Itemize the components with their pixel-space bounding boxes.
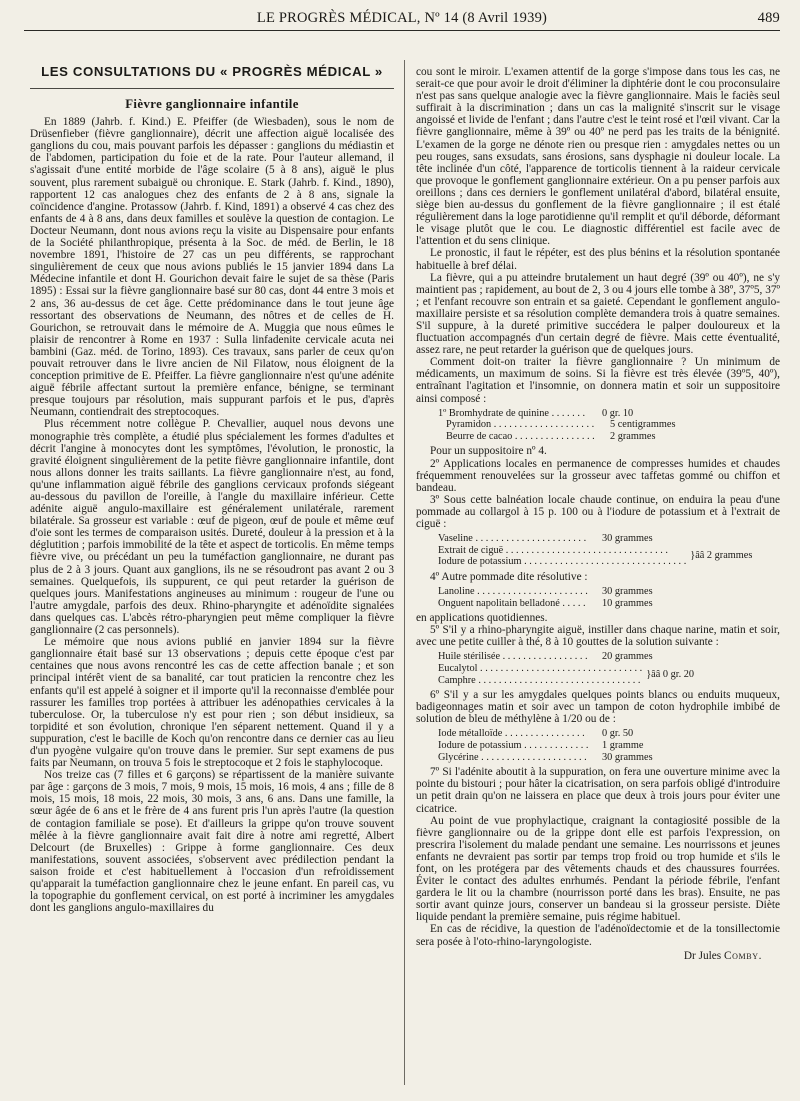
paragraph: 6º S'il y a sur les amygdales quelques points blancs ou enduits muqueux, badigeonnages matin et soir avec un tampon de coton hydrophile imbibé de solution de bleu de méthylène à 1/20 ou de : <box>416 689 780 726</box>
prescription-ointment <box>438 533 780 568</box>
paragraph: 2º Applications locales en permanence de compresses humides et chaudes fréquemment renouvelées sur la grosseur avec taffetas gommé ou chiffon et bandeau. <box>416 457 780 494</box>
paragraph: Le pronostic, il faut le répéter, est des plus bénins et la résolution spontanée habituelle à bref délai. <box>416 247 780 272</box>
paragraph: La fièvre, qui a pu atteindre brutalement un haut degré (39º ou 40º), ne s'y maintient pas ; rapidement, au bout de 2, 3 ou 4 jours elle tombe à 38º, 37º5, 37º ; et l'enfant recouvre son entrain et sa gaieté. Cependant le gonflement angulo-maxillaire persiste et sa résolution complète demandera trois à quatre semaines. S'il suppure, à la dureté primitive succédera le palper douloureux et la fluctuation accompagnés d'un certain degré de fièvre. Mais cette éventualité, assez rare, ne peut retarder la guérison que de quelques jours. <box>416 271 780 357</box>
prescription-group: Extrait de ciguë . . . Iodure de potassium . . . }ââ 2 grammes <box>438 545 780 568</box>
paragraph: Pour un suppositoire nº 4. <box>430 445 547 458</box>
page-number: 489 <box>757 10 780 26</box>
journal-title: LE PROGRÈS MÉDICAL, Nº 14 (8 Avril 1939) <box>256 10 548 26</box>
author-signature: Dr Jules Comby. <box>683 949 762 962</box>
paragraph: 5º S'il y a rhino-pharyngite aiguë, instiller dans chaque narine, matin et soir, avec une petite cuiller à thé, 8 à 10 gouttes de la solution suivante : <box>416 624 780 649</box>
paragraph: Plus récemment notre collègue P. Chevallier, auquel nous devons une monographie très complète, a étudié plus spécialement les formes d'adultes et décrit l'angine à monocytes dont les symptômes, l'évolution, le pronostic, la gravité éloignent singulièrement de la petite fièvre ganglionnaire infantile, dont nous allons donner les traits saillants. La fièvre ganglionnaire n'est, au fond, qu'une inflammation aiguë fébrile des ganglions cervicaux profonds siégeant au-dessous du pavillon de l'oreille, à l'angle du maxillaire inférieur. Cette adénite aiguë angulo-maxillaire est généralement unilatérale, rarement bilatérale. Sa grosseur est variable : œuf de pigeon, œuf de poule et même œuf d'oie sont les termes de comparaison usités. Dureté, douleur à la pression et à la déglutition ; parfois immobilité de la tête et aspect de torticolis. En même temps fièvre vive, ou précédant un peu la tuméfaction ganglionnaire, ne durant pas plus de 2 à 3 jours. Quant aux ganglions, ils ne se résoudront pas avant 2 ou 3 semaines. Quelquefois, ils suppurent, ce qui peut retarder la guérison de quelques jours. Manifestations angineuses au minimum : rougeur de l'une ou l'autre amygdale, parfois des deux. Rhino-pharyngite et adénoïdite signalées dans quelques cas. L'abcès rétro-pharyngien peut même compliquer la fièvre ganglionnaire (2 cas personnels). <box>30 418 394 637</box>
prescription-line: 1º Bromhydrate de quinine . . . 0 gr. 10 <box>438 408 780 420</box>
prescription-line: Huile stérilisée . . . 20 grammes <box>438 651 780 663</box>
section-title: LES CONSULTATIONS DU « PROGRÈS MÉDICAL » <box>41 64 383 79</box>
prescription-line: Lanoline . . . 30 grammes <box>438 586 780 598</box>
prescription-line: Iode métalloïde . . . 0 gr. 50 <box>438 728 780 740</box>
paragraph: 3º Sous cette balnéation locale chaude continue, on enduira la peau d'une pommade au collargol à 15 p. 100 ou à l'iodure de potassium et à l'extrait de ciguë : <box>416 493 780 530</box>
paragraph: Nos treize cas (7 filles et 6 garçons) se répartissent de la manière suivante par âge : garçons de 3 mois, 7 mois, 9 mois, 15 mois, 16 mois, 4 ans ; fille de 8 mois, 15 mois, 18 mois, 22 mois, 30 mois, 3 ans, 6 ans. Dans une famille, la sœur âgée de 6 ans et le frère de 4 ans furent pris l'un après l'autre (la question de contagion familiale se pose). Et d'ailleurs la grippe qu'on trouve souvent mêlée à la fièvre ganglionnaire avait fait dire à notre ami regretté, Albert Delcourt (de Bruxelles) : Grippe à forme ganglionnaire. Ces deux manifestations, souvent associées, s'observent avec prédilection pendant la saison froide et c'est habituellement à l'occasion d'un refroidissement qu'apparait la tuméfaction ganglionnaire chez le jeune enfant. En pareil cas, vu la topographie du gonflement cervical, on est porté à incriminer les amygdales dont les ganglions angulo-maxillaires du <box>30 769 394 915</box>
article-title: Fièvre ganglionnaire infantile <box>125 97 299 111</box>
column-divider <box>404 60 405 1085</box>
paragraph: Au point de vue prophylactique, craignant la contagiosité possible de la fièvre ganglionnaire ou de la grippe dont elle est parfois l'expression, on prescrira l'isolement du malade pendant une semaine. Les nourrissons et jeunes enfants ne devraient pas sortir par temps trop froid ou trop humide et s'ils le font, on les protégera par des vêtements chauds et des chaussures fourrées. Éviter le contact des adultes enrhumés. Pendant la période fébrile, l'enfant gardera le lit ou la chambre (nourrisson porté dans les bras). Ensuite, ne pas sortir avant quinze jours, conserver un bandeau si la grosseur persiste. Diète liquide pendant la première semaine, puis régime habituel. <box>416 814 780 924</box>
prescription-suppository <box>438 408 780 443</box>
paragraph: en applications quotidiennes. <box>416 612 548 625</box>
right-column <box>416 66 780 962</box>
prescription-iodine <box>438 728 780 763</box>
paragraph: Le mémoire que nous avions publié en janvier 1894 sur la fièvre ganglionnaire était basé sur 13 observations ; depuis cette époque c'est par centaines que nous avons rencontré les cas de cette affection banale ; et son principal intérêt vient de sa banalité, car tout praticien la rencontre chez les enfants qu'il est appelé à soigner et il importe qu'il la reconnaisse d'emblée pour rassurer les familles trop portées à attribuer les adénopathies cervicales à la tuberculose. Or, la tuberculose n'y est pour rien ; son début insidieux, sa torpidité et son évolution, chronique l'en séparent nettement. Quand il y a suppuration, c'est le bacille de Koch qu'on rencontre dans ce dernier cas au lieu d'un pyogène vulgaire qu'on trouve dans le premier. Sur sept examens de pus faits par Neumann, on trouva 5 fois le streptocoque et 2 fois le staphylocoque. <box>30 636 394 770</box>
prescription-line: Vaseline . . . 30 grammes <box>438 533 780 545</box>
prescription-line: Pyramidon . . . 5 centigrammes <box>438 419 780 431</box>
prescription-line: Onguent napolitain belladoné . . . 10 grammes <box>438 598 780 610</box>
prescription-line: Iodure de potassium . . . 1 gramme <box>438 740 780 752</box>
running-head <box>24 8 780 31</box>
paragraph: 4º Autre pommade dite résolutive : <box>430 570 588 583</box>
prescription-line: Beurre de cacao . . . 2 grammes <box>438 431 780 443</box>
prescription-group: Eucalytol . . . Camphre . . . }ââ 0 gr. 20 <box>438 663 780 686</box>
paragraph: En 1889 (Jahrb. f. Kind.) E. Pfeiffer (de Wiesbaden), sous le nom de Drüsenfieber (fièvre ganglionnaire), décrit une affection aiguë localisée des ganglions du cou, mais pouvant parfois les dépasser : ganglions du médiastin et de l'abdomen, participation du foie et de la rate. Pour l'auteur allemand, il s'agissait d'une entité morbide de l'âge scolaire (5 à 8 ans), aiguë le plus souvent, plus rarement subaiguë ou chronique. E. Stark (Jahrb. f. Kind., 1890), rapportent 12 cas analogues chez des enfants de 2 à 8 ans, signale la coïncidence d'angine. Protassow (Jahrb. f. Kind, 1891) a observé 4 cas chez des enfants de 4 à 8 ans, dans deux familles et soulève la question de contagion. Le Docteur Neumann, dont nous avions reçu la visite au Dispensaire pour enfants de la Société philanthropique, présenta à la Soc. de méd. de Berlin, le 18 novembre 1891, l'histoire de 27 cas un peu différents, se rapprochant singulièrement de ceux que nous avions publiés le 15 janvier 1894 dans La Médecine infantile et dont H. Gourichon devait faire le sujet de sa thèse (Paris 1895) : Essai sur la fièvre ganglionnaire basé sur 80 cas, dont 44 entre 3 mois et 2 ans, 36 au-dessus de cet âge. Cette prédominance dans le tout jeune âge ressortant des observations de Neumann, des nôtres et de celles de H. Gourichon, se retrouvait dans le mémoire de A. Muggia que nous eûmes le plaisir de rencontrer à Rome en 1937 : Sulla linfadenite cervicale acuta nei bambini (Gaz. méd. de Torino, 1893). Ces travaux, sans parler de ceux qu'on pouvait retrouver dans le livre ancien de Nil Filatow, nous éloignent de la conception primitive de E. Pfeiffer. La fièvre ganglionnaire n'est qu'une adénite aiguë fébrile affectant surtout la première enfance, bénigne, se terminant presque toujours par résolution, mais suppurant parfois et le pus, d'après Neumann, contiendrait des streptocoques. <box>30 116 394 419</box>
prescription-nasal <box>438 651 780 686</box>
journal-page <box>24 0 780 1101</box>
paragraph: Comment doit-on traiter la fièvre ganglionnaire ? Un minimum de médicaments, un maximum de soins. Si la fièvre est très élevée (39º5, 40º), entraînant l'agitation et l'insomnie, on donnera matin et soir un suppositoire ainsi composé : <box>416 356 780 405</box>
prescription-resolutive <box>438 586 780 609</box>
paragraph: En cas de récidive, la question de l'adénoïdectomie et de la tonsillectomie sera posée à l'oto-rhino-laryngologiste. <box>416 923 780 948</box>
left-column <box>30 76 394 914</box>
paragraph: 7º Si l'adénite aboutit à la suppuration, on fera une ouverture minime avec la pointe du bistouri ; pour hâter la cicatrisation, on sera parfois obligé d'introduire un petit drain qu'on ne laissera en place que deux à trois jours pour éviter une cicatrice. <box>416 766 780 815</box>
prescription-line: Glycérine . . . 30 grammes <box>438 752 780 764</box>
paragraph: cou sont le miroir. L'examen attentif de la gorge s'impose dans tous les cas, ne serait-ce que pour avoir le droit d'éliminer la diphtérie dont le cou proconsulaire n'est pas sans quelque analogie avec la fièvre ganglionnaire. Mais le faciès seul suffirait à la discrimination ; dans un cas la malignité s'inscrit sur le visage angoissé et livide de l'enfant ; dans l'autre c'est le teint rosé et l'œil vivant. Car la fièvre ganglionnaire, même à 39º ou 40º ne perd pas les traits de la bénignité. L'examen de la gorge ne dénote rien ou presque rien : amygdales nettes ou un peu rouges, sans exsudats, sans érosions, sans dysphagie ni douleur locale. La tête inclinée d'un côté, l'apparence de torticolis tiennent à la raideur cervicale que provoque le gonflement ganglionnaire extérieur. On a pu penser parfois aux oreillons ; dans ces derniers le gonflement unilatéral d'abord, bilatéral ensuite, siège bien au-dessus du gonflement de la fièvre ganglionnaire ; il est étalé régulièrement dans la loge parotidienne qu'il remplit et qu'il déborde, déformant le visage plutôt que le cou. Le diagnostic différentiel est facile avec de l'attention et du sens clinique. <box>416 66 780 248</box>
